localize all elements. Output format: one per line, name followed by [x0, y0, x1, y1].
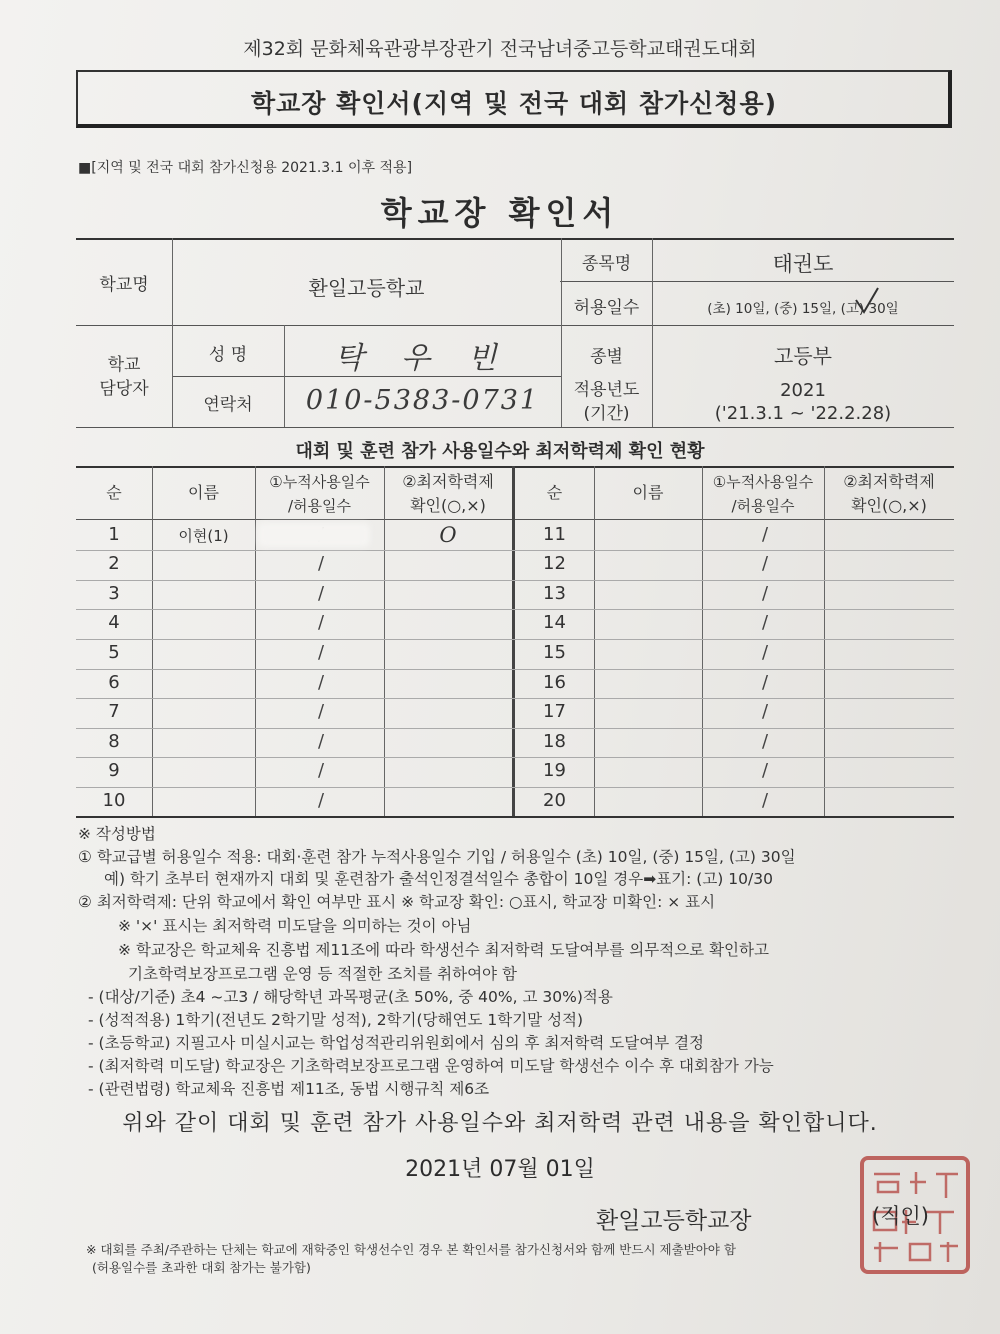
document-title: 학교장 확인서	[380, 194, 620, 232]
redacted-value	[258, 523, 370, 547]
year-label-line2: (기간)	[583, 404, 630, 424]
contact-label	[76, 353, 172, 401]
col-check-right-line1: ②최저학력제	[843, 472, 935, 491]
row-number: 10	[102, 790, 126, 811]
row-slash: /	[762, 524, 769, 545]
guide-line: - (초등학교) 지필고사 미실시교는 학업성적관리위원회에서 심의 후 최저학력 도달여부 결정	[88, 1034, 705, 1052]
row-slash: /	[318, 583, 325, 604]
school-value: 환일고등학교	[308, 276, 425, 300]
col-check-left	[384, 470, 512, 518]
checkmark-icon	[852, 286, 882, 316]
col-no-right: 순	[546, 483, 563, 502]
division-value: 고등부	[774, 344, 832, 368]
event-label: 종목명	[581, 254, 632, 274]
phone-label: 연락처	[203, 395, 253, 415]
allowed-days-value: (초) 10일, (중) 15일, (고) 30일	[707, 301, 899, 317]
year-label-line1: 적용년도	[573, 380, 640, 400]
col-days-right-line1: ①누적사용일수	[712, 473, 814, 491]
allowed-days-label: 허용일수	[573, 298, 640, 318]
col-name-right: 이름	[632, 483, 664, 502]
guide-line: - (대상/기준) 초4 ~고3 / 해당학년 과목평균(초 50%, 중 40%, 고 30%)적용	[88, 988, 613, 1006]
col-check-right	[824, 470, 954, 518]
contact-label-line2: 담당자	[99, 379, 149, 399]
phone-value-handwritten: 010-5383-0731	[305, 385, 540, 416]
guide-line: - (최저학력 미도달) 학교장은 기초학력보장프로그램 운영하여 미도달 학생선수 이수 후 대회참가 가능	[88, 1057, 774, 1075]
row-slash: /	[318, 672, 325, 693]
row-slash: /	[318, 553, 325, 574]
row-slash: /	[762, 553, 769, 574]
footnote-line1: ※ 대회를 주최/주관하는 단체는 학교에 재학중인 학생선수인 경우 본 확인서를 참가신청서와 함께 반드시 제출받아야 함	[86, 1242, 736, 1257]
row-divider	[76, 669, 954, 670]
guide-line: ※ '×' 표시는 최저학력 미도달을 의미하는 것이 아님	[118, 917, 472, 935]
row-divider	[76, 580, 954, 581]
row-number: 14	[543, 612, 566, 633]
row-divider	[76, 728, 954, 729]
footnote-line2: (허용일수를 초과한 대회 참가는 불가함)	[92, 1260, 311, 1275]
row-number: 16	[543, 672, 566, 693]
event-value: 태권도	[772, 252, 834, 276]
row-number: 19	[543, 760, 566, 781]
row-number: 7	[108, 701, 120, 722]
col-days-right-line2: /허용일수	[731, 497, 795, 515]
row-number: 9	[108, 760, 120, 781]
col-check-right-line2: 확인(○,×)	[851, 496, 927, 515]
row-slash: /	[762, 790, 769, 811]
division-label: 종별	[590, 347, 623, 367]
row-number: 5	[108, 642, 120, 663]
row-slash: /	[318, 760, 325, 781]
col-days-right	[702, 470, 824, 518]
row-slash: /	[762, 612, 769, 633]
col-name-left: 이름	[188, 483, 219, 502]
row-number: 2	[108, 553, 120, 574]
guide-line: - (성적적용) 1학기(전년도 2학기말 성적), 2학기(당해연도 1학기말 성적)	[88, 1011, 584, 1029]
row-number: 1	[108, 524, 120, 545]
row-slash: /	[762, 642, 769, 663]
row-divider	[76, 757, 954, 758]
guide-line: 예) 학기 초부터 현재까지 대회 및 훈련참가 출석인정결석일수 총합이 10일 경우➡표기: (고) 10/30	[104, 870, 773, 888]
row-slash: /	[762, 583, 769, 604]
col-days-left	[255, 470, 384, 518]
col-days-left-line1: ①누적사용일수	[269, 473, 370, 491]
principal-name: 환일고등학교장	[596, 1208, 752, 1234]
row-slash: /	[318, 642, 325, 663]
row-check: O	[439, 523, 457, 547]
row-number: 4	[108, 612, 120, 633]
row-divider	[76, 639, 954, 640]
year-value-line2: ('21.3.1 ~ '22.2.28)	[714, 403, 892, 424]
row-number: 8	[108, 731, 120, 752]
row-number: 11	[543, 524, 566, 545]
col-days-left-line2: /허용일수	[287, 497, 351, 515]
row-slash: /	[318, 731, 325, 752]
name-value-handwritten: 탁 우 빈	[334, 341, 511, 376]
row-slash: /	[762, 760, 769, 781]
row-number: 12	[543, 553, 566, 574]
year-label	[561, 378, 652, 426]
competition-title: 제32회 문화체육관광부장관기 전국남녀중고등학교태권도대회	[243, 38, 757, 60]
col-check-left-line2: 확인(○,×)	[410, 496, 486, 515]
col-no-left: 순	[106, 483, 122, 502]
contact-label-line1: 학교	[107, 355, 141, 375]
issue-date: 2021년 07월 01일	[405, 1157, 595, 1182]
guide-line: ※ 학교장은 학교체육 진흥법 제11조에 따라 학생선수 최저학력 도달여부를 의무적으로 확인하고	[118, 941, 769, 959]
row-slash: /	[762, 672, 769, 693]
guide-heading: ※ 작성방법	[78, 825, 156, 843]
row-slash: /	[762, 731, 769, 752]
row-number: 6	[108, 672, 120, 693]
confirmation-text: 위와 같이 대회 및 훈련 참가 사용일수와 최저학력 관련 내용을 확인합니다.	[122, 1111, 878, 1136]
year-value	[652, 379, 954, 425]
guide-line: ① 학교급별 허용일수 적용: 대회·훈련 참가 누적사용일수 기입 / 허용일수 (초) 10일, (중) 15일, (고) 30일	[78, 848, 796, 866]
row-divider	[76, 609, 954, 610]
row-number: 15	[543, 642, 566, 663]
apply-note: ■[지역 및 전국 대회 참가신청용 2021.3.1 이후 적용]	[78, 160, 413, 176]
row-slash: /	[318, 701, 325, 722]
school-label: 학교명	[99, 275, 149, 295]
row-divider	[76, 550, 954, 551]
row-number: 3	[108, 583, 120, 604]
row-number: 18	[543, 731, 566, 752]
row-number: 17	[543, 701, 566, 722]
row-slash: /	[762, 701, 769, 722]
row-slash: /	[318, 790, 325, 811]
year-value-line1: 2021	[780, 380, 826, 401]
row-number: 13	[543, 583, 566, 604]
name-label: 성 명	[208, 345, 248, 365]
row-divider	[76, 787, 954, 788]
row-divider	[76, 698, 954, 699]
status-section-title: 대회 및 훈련 참가 사용일수와 최저학력제 확인 현황	[295, 441, 705, 462]
guide-line: ② 최저학력제: 단위 학교에서 확인 여부만 표시 ※ 학교장 확인: ○표시, 학교장 미확인: × 표시	[78, 893, 716, 911]
row-slash: /	[318, 612, 325, 633]
form-title: 학교장 확인서(지역 및 전국 대회 참가신청용)	[250, 89, 778, 118]
row-name: 이현(1)	[178, 527, 229, 545]
row-number: 20	[543, 790, 566, 811]
seal-label: (직인)	[872, 1204, 929, 1228]
col-check-left-line1: ②최저학력제	[402, 472, 494, 491]
guide-line: 기초학력보장프로그램 운영 등 적절한 조치를 취하여야 함	[128, 965, 517, 983]
guide-line: - (관련법령) 학교체육 진흥법 제11조, 동법 시행규칙 제6조	[88, 1080, 490, 1098]
